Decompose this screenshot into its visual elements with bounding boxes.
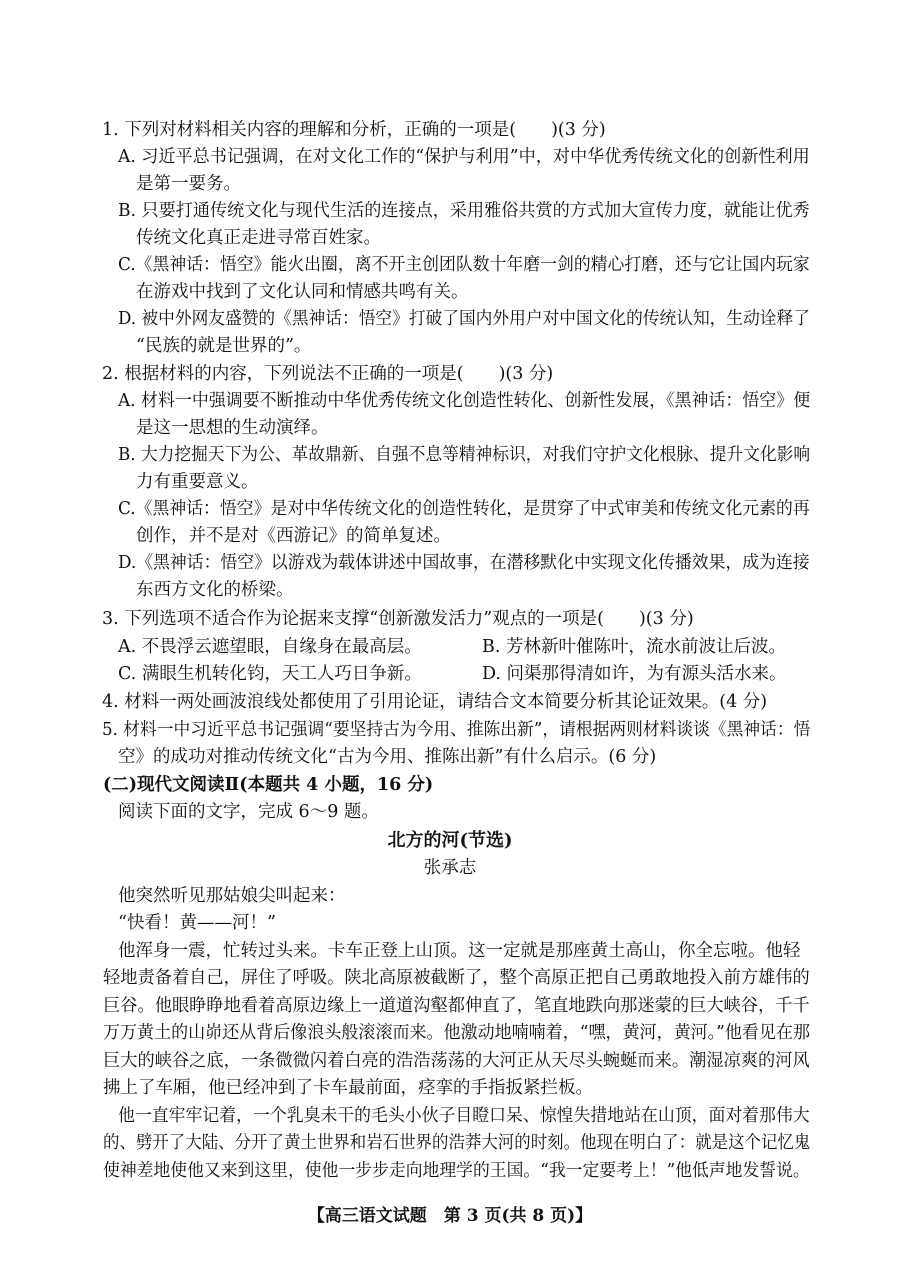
article-line: 的、劈开了大陆、分开了黄土世界和岩石世界的浩莽大河的时刻。他现在明白了：就是这个记忆鬼 — [103, 1133, 811, 1153]
q1-option-a: A. 习近平总书记强调，在对文化工作的“保护与利用”中，对中华优秀传统文化的创新性利用 — [118, 147, 810, 167]
q5-stem-cont: 空》的成功对推动传统文化“古为今用、推陈出新”有什么启示。(6 分) — [118, 747, 657, 767]
q3-option-b: B. 芳林新叶催陈叶，流水前波让后波。 — [482, 637, 786, 657]
q3-stem: 3. 下列选项不适合作为论据来支撑“创新激发活力”观点的一项是( )(3 分) — [102, 609, 694, 629]
q2-option-b: B. 大力挖掘天下为公、革故鼎新、自强不息等精神标识，对我们守护文化根脉、提升文化影响 — [118, 445, 811, 465]
page-footer: 【高三语文试题 第 3 页(共 8 页)】 — [307, 1206, 593, 1226]
section-instruction: 阅读下面的文字，完成 6～9 题。 — [118, 802, 379, 822]
article-line: 他浑身一震，忙转过头来。卡车正登上山顶。这一定就是那座黄土高山，你全忘啦。他轻 — [118, 941, 801, 961]
article-line: 拂上了车厢，他已经冲到了卡车最前面，痉挛的手指扳紧拦板。 — [103, 1078, 593, 1098]
q1-option-a-cont: 是第一要务。 — [136, 174, 241, 194]
q1-option-d-cont: “民族的就是世界的”。 — [136, 336, 312, 356]
q2-option-c-cont: 创作，并不是对《西游记》的简单复述。 — [136, 526, 451, 546]
q2-option-c: C.《黑神话：悟空》是对中华传统文化的创造性转化，是贯穿了中式审美和传统文化元素的再 — [118, 499, 810, 519]
q2-option-a-cont: 是这一思想的生动演绎。 — [136, 418, 329, 438]
article-line: “快看！黄——河！” — [118, 913, 276, 933]
q2-option-a: A. 材料一中强调要不断推动中华优秀传统文化创造性转化、创新性发展，《黑神话：悟空》便 — [118, 391, 811, 411]
q2-stem: 2. 根据材料的内容，下列说法不正确的一项是( )(3 分) — [102, 364, 554, 384]
section-heading: (二)现代文阅读Ⅱ(本题共 4 小题，16 分) — [103, 775, 434, 795]
q1-option-c-cont: 在游戏中找到了文化认同和情感共鸣有关。 — [136, 282, 469, 302]
article-author: 张承志 — [423, 858, 477, 878]
article-line: 巨谷。他眼睁睁地看着高原边缘上一道道沟壑都伸直了，笔直地跌向那迷蒙的巨大峡谷，千千 — [103, 996, 810, 1016]
q1-option-d: D. 被中外网友盛赞的《黑神话：悟空》打破了国内外用户对中国文化的传统认知，生动诠释了 — [118, 309, 810, 329]
q2-option-b-cont: 力有重要意义。 — [136, 472, 259, 492]
q3-option-a: A. 不畏浮云遮望眼，自缘身在最高层。 — [118, 637, 422, 657]
q3-option-c: C. 满眼生机转化钧，天工人巧日争新。 — [118, 664, 422, 684]
q1-stem: 1. 下列对材料相关内容的理解和分析，正确的一项是( )(3 分) — [102, 120, 606, 140]
article-line: 他突然听见那姑娘尖叫起来： — [118, 886, 346, 906]
q4-stem: 4. 材料一两处画波浪线处都使用了引用论证，请结合文本简要分析其论证效果。(4 分) — [102, 692, 768, 712]
q5-stem: 5. 材料一中习近平总书记强调“要坚持古为今用、推陈出新”，请根据两则材料谈谈《黑神话：悟 — [102, 720, 811, 740]
article-line: 使神差地使他又来到这里，使他一步步走向地理学的王国。“我一定要考上！”他低声地发誓说。 — [103, 1161, 810, 1181]
q3-option-d: D. 问渠那得清如许，为有源头活水来。 — [482, 664, 787, 684]
article-title: 北方的河(节选) — [387, 830, 513, 851]
article-line: 万万黄土的山峁还从背后像浪头般滚滚而来。他激动地喃喃着，“嘿，黄河，黄河。”他看见在那 — [103, 1023, 811, 1043]
q2-option-d: D.《黑神话：悟空》以游戏为载体讲述中国故事，在潜移默化中实现文化传播效果，成为连接 — [118, 553, 810, 573]
q1-option-b: B. 只要打通传统文化与现代生活的连接点，采用雅俗共赏的方式加大宣传力度，就能让优秀 — [118, 201, 810, 221]
q2-option-d-cont: 东西方文化的桥梁。 — [136, 580, 294, 600]
q1-option-c: C.《黑神话：悟空》能火出圈，离不开主创团队数十年磨一剑的精心打磨，还与它让国内玩家 — [118, 255, 810, 275]
article-line: 他一直牢牢记着，一个乳臭未干的毛头小伙子目瞪口呆、惊惶失措地站在山顶，面对着那伟大 — [118, 1106, 810, 1126]
article-line: 巨大的峡谷之底，一条微微闪着白亮的浩浩荡荡的大河正从天尽头蜿蜒而来。潮湿凉爽的河风 — [103, 1051, 810, 1071]
article-line: 轻地责备着自己，屏住了呼吸。陕北高原被截断了，整个高原正把自己勇敢地投入前方雄伟的 — [103, 968, 810, 988]
q1-option-b-cont: 传统文化真正走进寻常百姓家。 — [136, 228, 381, 248]
